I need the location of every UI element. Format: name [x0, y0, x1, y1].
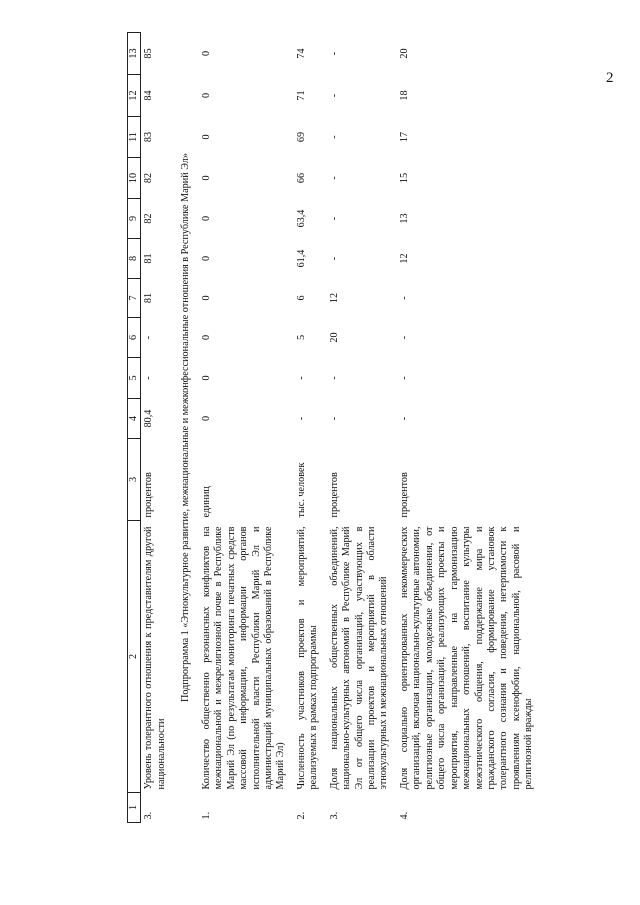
header-cell: 1 [128, 793, 141, 823]
subprogram-title: Подпрограмма 1 «Этнокультурное развитие, межнациональные и межконфессиональные отношения в Республике Марий Эл» [180, 153, 192, 703]
value-cell: 13 [398, 213, 410, 224]
row-number: 2. [295, 811, 307, 820]
row-number: 4. [398, 811, 410, 820]
value-cell: 69 [295, 131, 307, 143]
value-cell: 83 [143, 131, 155, 143]
table-row [327, 33, 397, 823]
indicator-name: Количество общественно резонансных конфликтов на межнациональной и межрелигиозной почве в Республике Марий Эл (по результатам мониторинга печатных средств массовой информации, информации органов исполнительной власти Республики Марий Эл и администраций муниципальных образований в Республике Марий Эл) [200, 526, 287, 790]
rotated-table-page [127, 33, 617, 823]
table-row [199, 33, 294, 823]
indicator-name: Доля национальных общественных объединений, национально-культурных автономий в Республике Марий Эл от общего числа организаций, участвующих в реализации проектов и мероприятий в области этнокультурных и межнациональных отношений [328, 526, 390, 790]
header-cell: 13 [128, 33, 141, 75]
value-cell: - [328, 256, 340, 261]
value-cell: 0 [200, 134, 212, 140]
value-cell: 20 [398, 48, 410, 59]
value-cell: 61,4 [295, 249, 307, 268]
subprogram-row [174, 33, 198, 823]
value-cell: 81 [143, 253, 155, 264]
value-cell: - [143, 376, 155, 380]
value-cell: - [398, 376, 410, 380]
row-number: 3. [328, 811, 340, 820]
unit-cell: единиц [200, 486, 212, 518]
unit-cell: тыс. человек [295, 462, 307, 518]
value-cell: 80,4 [143, 409, 155, 428]
value-cell: 12 [398, 253, 410, 264]
row-number: 3. [143, 811, 155, 820]
value-cell: 81 [143, 292, 155, 304]
value-cell: 12 [328, 292, 340, 304]
header-cell: 11 [128, 117, 141, 158]
value-cell: 0 [200, 375, 212, 381]
header-cell: 3 [128, 439, 141, 521]
table-row [141, 33, 174, 823]
indicators-table [127, 32, 542, 823]
row-number: 1. [200, 811, 212, 820]
value-cell: 18 [398, 90, 410, 101]
value-cell: - [328, 376, 340, 380]
value-cell: - [398, 416, 410, 421]
value-cell: 0 [200, 50, 212, 57]
value-cell: 74 [295, 48, 307, 59]
value-cell: 84 [143, 90, 155, 101]
header-cell: 10 [128, 158, 141, 199]
value-cell: 17 [398, 131, 410, 143]
unit-cell: процентов [398, 472, 410, 518]
table-row [397, 33, 542, 823]
value-cell: 66 [295, 172, 307, 184]
indicator-name: Численность участников проектов и мероприятий, реализуемых в рамках подпрограммы [295, 526, 320, 790]
value-cell: - [398, 296, 410, 300]
value-cell: 63,4 [295, 209, 307, 228]
value-cell: - [328, 416, 340, 421]
value-cell: - [295, 416, 307, 421]
value-cell: 20 [328, 332, 340, 343]
value-cell: 15 [398, 172, 410, 184]
value-cell: - [328, 135, 340, 139]
value-cell: - [143, 335, 155, 340]
value-cell: 85 [143, 48, 155, 59]
value-cell: 6 [295, 295, 307, 301]
header-cell: 8 [128, 239, 141, 279]
indicator-name: Доля социально ориентированных некоммерческих организаций, включая национально-культурные автономии, религиозные организации, молодежные объединения, от общего числа организаций, реализующих проекты и мероприятия, направленные на гармонизацию межнациональных отношений, воспитание культуры межэтнического общения, поддержание мира и гражданского согласия, формирование установок толерантного сознания и поведения, нетерпимости к проявлениям ксенофобии, национальной, расовой и религиозной вражды [398, 526, 535, 790]
indicator-name: Уровень толерантного отношения к представителям другой национальности [143, 526, 167, 790]
value-cell: 71 [295, 90, 307, 101]
page-number: 2 [606, 70, 614, 86]
table-row [294, 33, 327, 823]
header-cell: 9 [128, 199, 141, 239]
unit-cell: процентов [143, 472, 155, 518]
value-cell: - [295, 376, 307, 380]
header-cell: 12 [128, 75, 141, 117]
value-cell: - [328, 93, 340, 98]
value-cell: 5 [295, 334, 307, 341]
value-cell: 0 [200, 334, 212, 341]
unit-cell: процентов [328, 472, 340, 518]
header-cell: 6 [128, 318, 141, 358]
value-cell: 82 [143, 172, 155, 184]
header-cell: 5 [128, 358, 141, 399]
value-cell: 0 [200, 92, 212, 99]
value-cell: 0 [200, 215, 212, 222]
value-cell: 0 [200, 295, 212, 301]
header-cell: 7 [128, 279, 141, 318]
value-cell: 82 [143, 213, 155, 224]
header-cell: 2 [128, 521, 141, 793]
value-cell: 0 [200, 415, 212, 422]
value-cell: - [328, 51, 340, 56]
value-cell: 0 [200, 175, 212, 181]
value-cell: - [328, 216, 340, 221]
header-row [128, 33, 141, 823]
header-cell: 4 [128, 399, 141, 439]
value-cell: 0 [200, 255, 212, 262]
value-cell: - [398, 335, 410, 340]
value-cell: - [328, 176, 340, 180]
